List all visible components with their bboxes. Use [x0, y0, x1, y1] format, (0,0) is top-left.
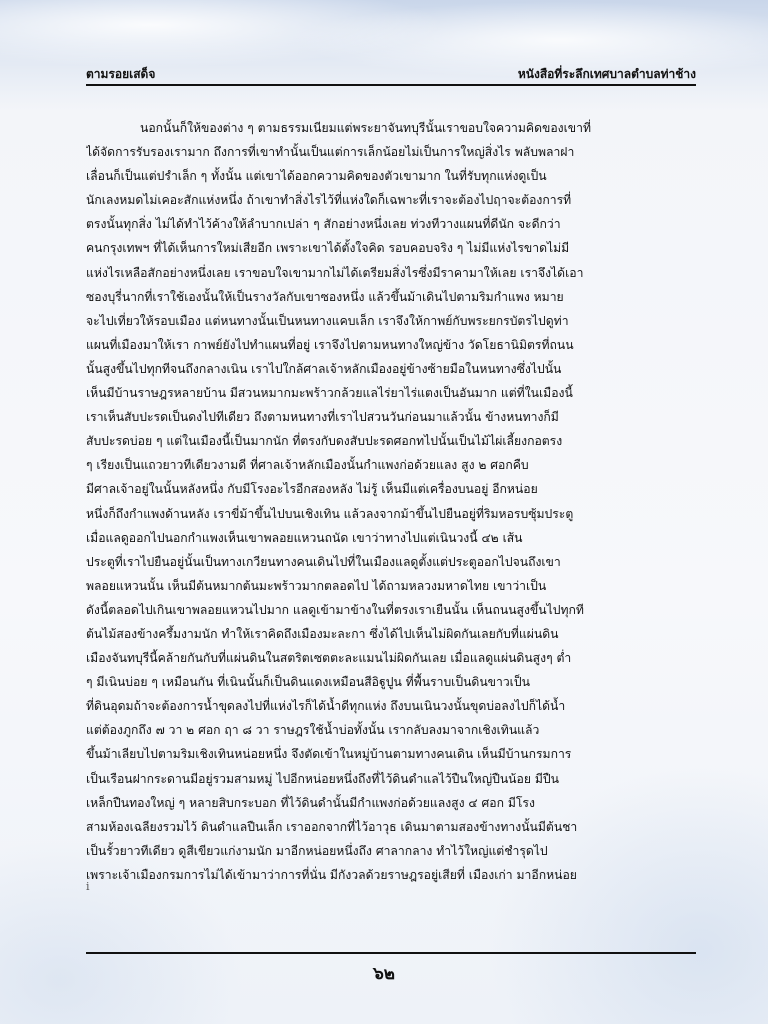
body-line: ต้นไม้สองข้างครึ้มงามนัก ทำให้เราคิดถึงเมืองมะละกา ซึ่งได้ไปเห็นไม่ผิดกันเลยกับที่แผ่นดิน [86, 626, 559, 641]
body-line: หนึ่งก็ถึงกำแพงด้านหลัง เราขี่ม้าขึ้นไปบนเชิงเทิน แล้วลงจากม้าขึ้นไปยืนอยู่ที่ริมหอรบซุ้มประตู [86, 506, 574, 521]
body-line: แต่ต้องภูกถึง ๗ วา ๒ ศอก ฤา ๘ วา ราษฎรใช้น้ำบ่อทั้งนั้น เรากลับลงมาจากเชิงเทินแล้ว [86, 723, 540, 738]
body-line: ได้จัดการรับรองเรามาก ถึงการที่เขาทำนั้นเป็นแต่การเล็กน้อยไม่เป็นการใหญ่สิ่งไร พลับพลาฝา [86, 145, 575, 160]
body-line: เมืองจันทบุรีนี้คล้ายกันกับที่แผ่นดินในสตริตเซตตะละแมนไม่ผิดกันเลย เมื่อแลดูแผ่นดินสูงๆ ต่ำ [86, 651, 572, 666]
body-line: เห็นมีบ้านราษฎรหลายบ้าน มีสวนหมากมะพร้าวกล้วยแลไร่ยาไร่แตงเป็นอันมาก แต่ที่ในเมืองนี้ [86, 386, 573, 401]
body-line: เหล็กปืนทองใหญ่ ๆ หลายสิบกระบอก ที่ไว้ดินดำนั้นมีกำแพงก่อด้วยแลงสูง ๔ ศอก มีโรง [86, 795, 535, 810]
body-line: จะไปเที่ยวให้รอบเมือง แต่หนทางนั้นเป็นหนทางแคบเล็ก เราจึงให้กาพย์กับพระยกรบัตรไปดูท่า [86, 313, 569, 328]
body-line: สับปะรดบ่อย ๆ แต่ในเมืองนี้เป็นมากนัก ที่ตรงกับดงสับปะรดศอกทไปนั้นเป็นไม้ไผ่เลี้ยงกอตรง [86, 434, 563, 449]
body-line: พลอยแหวนนั้น เห็นมีต้นหมากต้นมะพร้าวมากตลอดไป ได้ถามหลวงมหาดไทย เขาว่าเป็น [86, 578, 547, 593]
header-rule [86, 84, 696, 86]
header-left-title: ตามรอยเสด็จ [86, 67, 156, 81]
body-line: ขึ้นม้าเลียบไปตามริมเชิงเทินหน่อยหนึ่ง จึงตัดเข้าในหมู่บ้านตามทางคนเดิน เห็นมีบ้านกรมการ [86, 747, 572, 762]
body-line: เลื่อนก็เป็นแต่ปรำเล็ก ๆ ทั้งนั้น แต่เขาได้ออกความคิดของตัวเขามาก ในที่รับทุกแห่งดูเป็น [86, 169, 547, 184]
body-line: ตรงนั้นทุกสิ่ง ไม่ได้ทำไว้ค้างให้ลำบากเปล่า ๆ สักอย่างหนึ่งเลย ท่วงทีวางแผนที่ดีนัก จะดีกว่า [86, 217, 561, 232]
body-line: นอกนั้นก็ให้ของต่าง ๆ ตามธรรมเนียมแต่พระยาจันทบุรีนั้นเราขอบใจความคิดของเขาที่ [140, 121, 591, 135]
body-line: ดังนี้ตลอดไปเกินเขาพลอยแหวนไปมาก แลดูเข้ามาข้างในที่ตรงเราเยืนนั้น เห็นถนนสูงขึ้นไปทุกที [86, 602, 584, 617]
body-line: คนกรุงเทพฯ ที่ได้เห็นการใหม่เสียอีก เพราะเขาได้ตั้งใจคิด รอบคอบจริง ๆ ไม่มีแห่งไรขาดไม่มี [86, 241, 570, 256]
body-line: นักเลงหมดไม่เคอะสักแห่งหนึ่ง ถ้าเขาทำสิ่งไรไว้ที่แห่งใดก็เฉพาะที่เราจะต้องไปฤาจะต้องการที่ [86, 193, 572, 208]
body-line: นั้นสูงขึ้นไปทุกทีจนถึงกลางเนิน เราไปใกล้ศาลเจ้าหลักเมืองอยู่ข้างซ้ายมือในหนทางซึ่งไปนั้น [86, 361, 562, 376]
body-line: สามห้องเฉลียงรวมไว้ ดินดำแลปืนเล็ก เราออกจากที่ไว้อาวุธ เดินมาตามสองข้างทางนั้นมีต้นชา [86, 819, 578, 834]
body-line: แห่งไรเหลือสักอย่างหนึ่งเลย เราขอบใจเขามากไม่ได้เตรียมสิ่งไรซึ่งมีราคามาให้เลย เราจึงได้เอา [86, 265, 584, 280]
page-number: ๖๒ [373, 964, 395, 984]
body-text [86, 116, 696, 882]
body-line: ๆ มีเนินบ่อย ๆ เหมือนกัน ที่เนินนั้นก็เป็นดินแดงเหมือนสีอิฐูปูน ที่พื้นราบเป็นดินขาวเป็น [86, 675, 530, 690]
running-header [86, 64, 696, 84]
body-line: ๆ เรียงเป็นแถวยาวทีเดียวงามดี ที่ศาลเจ้าหลักเมืองนั้นกำแพงก่อด้วยแลง สูง ๒ ศอกคืบ [86, 458, 529, 473]
body-line: มีศาลเจ้าอยู่ในนั้นหลังหนึ่ง กับมีโรงอะไรอีกสองหลัง ไม่รู้ เห็นมีแต่เครื่องบนอยู่ อีกหน่อย [86, 482, 538, 497]
body-line: ที่ดินอุดมถ้าจะต้องการน้ำขุดลงไปที่แห่งไรก็ได้น้ำดีทุกแห่ง ถึงบนเนินวงนั้นขุดบ่อลงไปก็ได้น้ำ [86, 699, 566, 714]
header-right-title: หนังสือที่ระลึกเทศบาลตำบลท่าช้าง [517, 67, 696, 81]
body-line: เพราะเจ้าเมืองกรมการไม่ได้เข้ามาว่าการที่นั่น มีกังวลด้วยราษฎรอยู่เสียที่ เมืองเก่า มาอีกหน่อย [86, 867, 577, 882]
body-line: ซองบุรี่นากที่เราใช้เองนั้นให้เป็นรางวัลกับเขาซองหนึ่ง แล้วขึ้นม้าเดินไปตามริมกำแพง หมาย [86, 289, 564, 304]
body-line: เป็นรั้วยาวทีเดียว ดูสีเขียวแก่งามนัก มาอีกหน่อยหนึ่งถึง ศาลากลาง ทำไว้ใหญ่แต่ชำรุดไป [86, 843, 548, 858]
body-line: ประตูที่เราไปยืนอยู่นั้นเป็นทางเกวียนทางคนเดินไปที่ในเมืองแลดูตั้งแต่ประตูออกไปจนถึงเขา [86, 554, 561, 569]
body-line: เราเห็นสับปะรดเป็นดงไปทีเดียว ถึงตามหนทางที่เราไปสวนวันก่อนมาแล้วนั้น ข้างหนทางก็มี [86, 410, 559, 425]
stray-mark: ⅰ [86, 880, 90, 893]
footer-rule [86, 952, 696, 954]
body-line: เป็นเรือนฝากระดานมีอยู่รวมสามหมู่ ไปอีกหน่อยหนึ่งถึงที่ไว้ดินดำแลไว้ปืนใหญ่ปืนน้อย มีปืน [86, 771, 559, 786]
body-line: เมื่อแลดูออกไปนอกกำแพงเห็นเขาพลอยแหวนถนัด เขาว่าทางไปแต่เนินวงนี้ ๔๒ เส้น [86, 530, 523, 545]
body-line: แผนที่เมืองมาให้เรา กาพย์ยังไปทำแผนที่อยู่ เราจึงไปตามหนทางใหญ่ข้าง วัดโยธานิมิตรที่ถนน [86, 337, 574, 352]
